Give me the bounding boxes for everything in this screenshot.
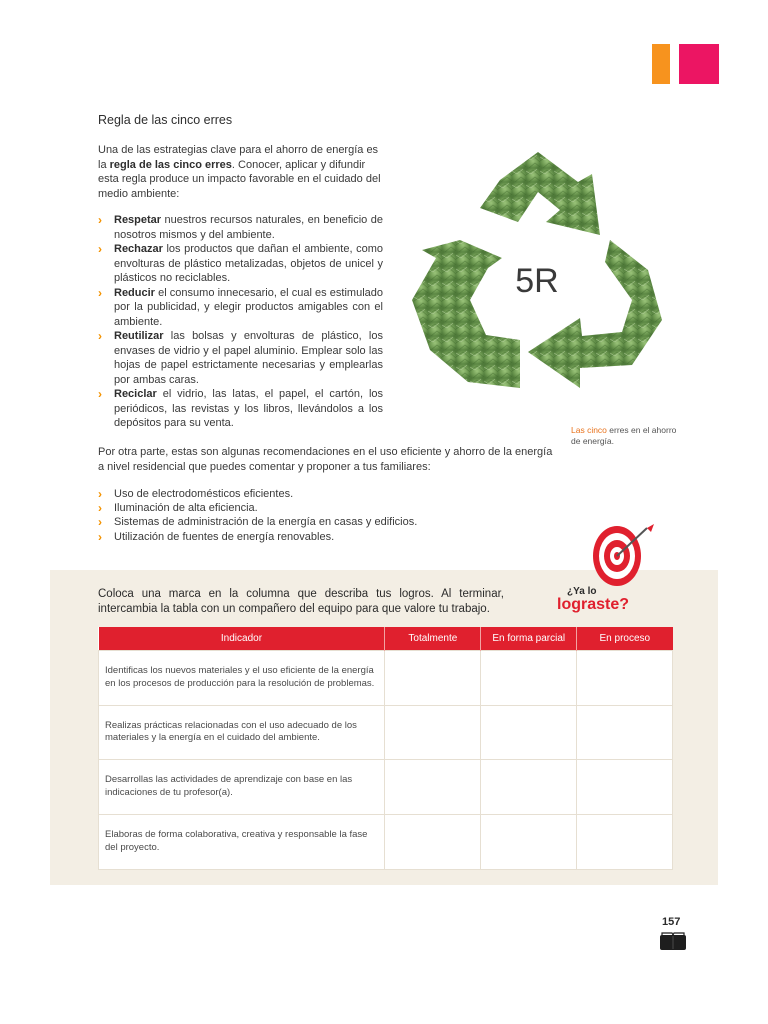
header-en-proceso: En proceso — [577, 627, 673, 650]
assessment-instructions: Coloca una marca en la columna que describa tus logros. Al terminar, intercambia la tabla con un compañero del equipo para que valore tu trabajo. — [98, 588, 504, 615]
check-cell-parcial[interactable] — [481, 814, 577, 869]
rule-text: nuestros recursos naturales, en beneficio de nosotros mismos y del ambiente. — [114, 214, 383, 241]
rule-term: Reciclar — [114, 388, 157, 400]
intro-paragraph — [98, 143, 383, 201]
list-item: › Uso de electrodomésticos eficientes. — [98, 487, 294, 501]
rule-item — [98, 286, 383, 330]
badge-line1: ¿Ya lo — [567, 586, 597, 597]
check-cell-parcial[interactable] — [481, 705, 577, 759]
recommendations-list — [98, 487, 558, 544]
chevron-right-icon: › — [98, 242, 102, 256]
rule-term: Reutilizar — [114, 330, 164, 342]
list-item: › Utilización de fuentes de energía renovables. — [98, 529, 335, 544]
rule-item — [98, 387, 383, 431]
chevron-right-icon: › — [98, 529, 102, 544]
rule-text: el vidrio, las latas, el papel, el cartón, los periódicos, las revistas y los libros, llevándolos a los depósitos para su venta. — [114, 388, 383, 429]
chevron-right-icon: › — [98, 387, 102, 401]
rule-item — [98, 242, 383, 286]
rule-item — [98, 329, 383, 387]
caption-rest: erres en el ahorro de energía. — [571, 425, 677, 446]
indicator-text: Identificas los nuevos materiales y el uso eficiente de la energía en los procesos de producción para la resolución de problemas. — [99, 650, 385, 705]
header-indicador: Indicador — [99, 627, 385, 650]
check-cell-proceso[interactable] — [577, 650, 673, 705]
rule-term: Respetar — [114, 214, 162, 226]
header-totalmente: Totalmente — [385, 627, 481, 650]
chevron-right-icon: › — [98, 487, 102, 501]
image-caption — [571, 425, 681, 446]
table-row — [99, 705, 673, 759]
list-item: › Sistemas de administración de la energía en casas y edificios. — [98, 515, 418, 530]
indicators-table — [98, 627, 673, 870]
indicator-text: Realizas prácticas relacionadas con el uso adecuado de los materiales y la energía en el cuidado del ambiente. — [99, 705, 385, 759]
chevron-right-icon: › — [98, 501, 102, 516]
intro-bold-term: regla de las cinco erres — [109, 158, 232, 171]
five-r-label: 5R — [515, 262, 559, 300]
rule-text: las bolsas y envolturas de plástico, los envases de vidrio y el papel aluminio. Emplear solo las hojas de papel estrictamente necesarias y emplearlas por ambas caras. — [114, 330, 383, 386]
target-icon — [593, 524, 654, 586]
corner-pink-square — [679, 44, 719, 84]
corner-orange-bar — [652, 44, 670, 84]
chevron-right-icon: › — [98, 285, 102, 300]
chevron-right-icon: › — [98, 213, 102, 227]
rule-text: el consumo innecesario, el cual es estimulado por la publicidad, y elegir productos amigables con el ambiente. — [114, 286, 383, 328]
check-cell-totalmente[interactable] — [385, 705, 481, 759]
table-row — [99, 650, 673, 705]
check-cell-totalmente[interactable] — [385, 814, 481, 869]
recycle-5r-image — [400, 140, 675, 412]
intro-text-1: Una de las estrategias clave para el ahorro de energía es la — [98, 144, 379, 171]
ya-lo-lograste-badge — [555, 520, 655, 615]
rule-term: Rechazar — [114, 243, 163, 255]
table-row — [99, 759, 673, 814]
section-title: Regla de las cinco erres — [98, 113, 233, 127]
indicator-text: Elaboras de forma colaborativa, creativa y responsable la fase del proyecto. — [99, 814, 385, 869]
check-cell-parcial[interactable] — [481, 759, 577, 814]
recommendations-intro: Por otra parte, estas son algunas recomendaciones en el uso eficiente y ahorro de la energía a nivel residencial que puedes comentar y proponer a tus familiares: — [98, 446, 553, 473]
indicator-text: Desarrollas las actividades de aprendizaje con base en las indicaciones de tu profesor(a). — [99, 759, 385, 814]
badge-line2: lograste? — [557, 596, 630, 613]
check-cell-totalmente[interactable] — [385, 759, 481, 814]
book-icon — [660, 932, 686, 950]
intro-text-2: . Conocer, aplicar y difundir esta regla produce un impacto favorable en el cuidado del medio ambiente: — [98, 158, 381, 200]
check-cell-totalmente[interactable] — [385, 650, 481, 705]
check-cell-proceso[interactable] — [577, 759, 673, 814]
caption-highlight: Las cinco — [571, 425, 607, 435]
table-row — [99, 814, 673, 869]
list-item: › Iluminación de alta eficiencia. — [98, 501, 258, 516]
chevron-right-icon: › — [98, 329, 102, 343]
page-number: 157 — [662, 916, 681, 928]
check-cell-proceso[interactable] — [577, 705, 673, 759]
check-cell-proceso[interactable] — [577, 814, 673, 869]
chevron-right-icon: › — [98, 515, 102, 530]
five-rules-list — [98, 213, 383, 431]
header-en-forma-parcial: En forma parcial — [481, 627, 577, 650]
rule-text: los productos que dañan el ambiente, como envolturas de plástico metalizadas, objetos de unicel y plásticos no reciclables. — [114, 243, 383, 284]
check-cell-parcial[interactable] — [481, 650, 577, 705]
rule-term: Reducir — [114, 286, 155, 299]
rule-item — [98, 213, 383, 242]
